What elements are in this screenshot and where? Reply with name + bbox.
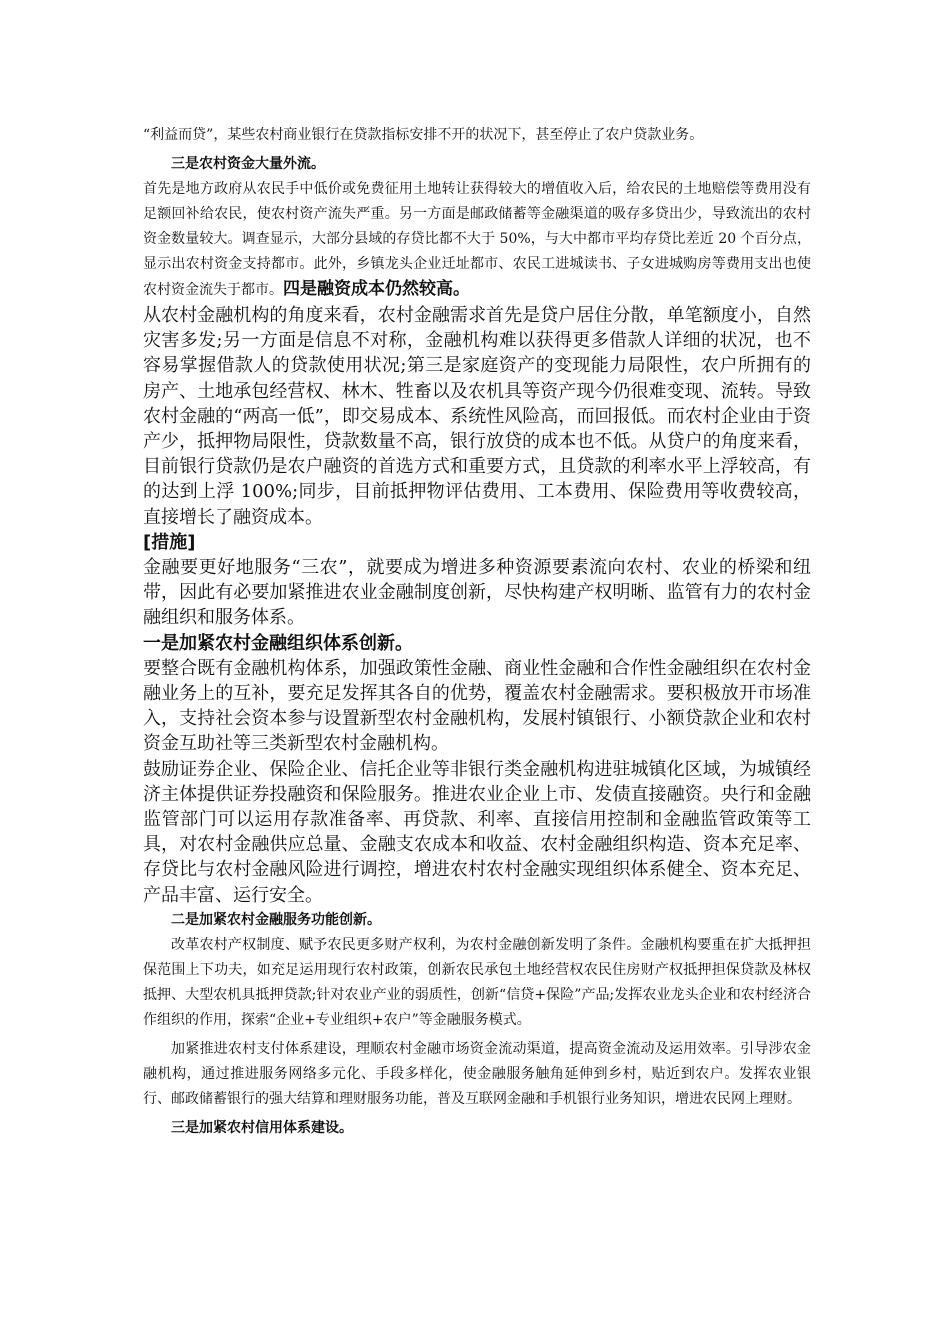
paragraph-nonbank-institutions: 鼓励证券企业、保险企业、信托企业等非银行类金融机构进驻城镇化区域，为城镇经济主体提供证券投融资和保险服务。推进农业企业上市、发债直接融资。央行和金融监管部门可以运用存款准备率、再贷款、利率、直接信用控制和金融监管政策等工具，对农村金融供应总量、金融支农成本和收益、农村金融组织构造、资本充足率、存贷比与农村金融风险进行调控，增进农村农村金融实现组织体系健全、资本充足、产品丰富、运行安全。: [143, 758, 811, 906]
heading-capital-outflow: 三是农村资金大量外流。: [171, 156, 325, 172]
paragraph-financing-cost: 从农村金融机构的角度来看，农村金融需求首先是贷户居住分散，单笔额度小，自然灾害多发;另一方面是信息不对称，金融机构难以获得更多借款人详细的状况，也不容易掌握借款人的贷款使用状况;第三是家庭资产的变现能力局限性，农户所拥有的房产、土地承包经营权、林木、牲畜以及农机具等资产现今仍很难变现、流转。导致农村金融的“两高一低”，即交易成本、系统性风险高，而回报低。而农村企业由于资产少，抵押物局限性，贷款数量不高，银行放贷的成本也不低。从贷户的角度来看，目前银行贷款仍是农户融资的首选方式和重要方式，且贷款的利率水平上浮较高，有的达到上浮 100%;同步，目前抵押物评估费用、工本费用、保险费用等收费较高，直接增长了融资成本。: [143, 305, 811, 528]
heading-organization-innovation: 一是加紧农村金融组织体系创新。: [143, 632, 413, 654]
paragraph-property-reform: 改革农村产权制度、赋予农民更多财产权利，为农村金融创新发明了条件。金融机构要重在扩大抵押担保范围上下功夫，如充足运用现行农村政策，创新农民承包土地经营权农民住房财产权抵押担保贷款及林权抵押、大型农机具抵押贷款;针对农业产业的弱质性，创新“信贷+保险”产品;发挥农业龙头企业和农村经济合作组织的作用，探索“企业+专业组织+农户”等金融服务模式。: [143, 936, 811, 1028]
paragraph-capital-outflow: [143, 177, 811, 303]
paragraph-loan-stop: “利益而贷”，某些农村商业银行在贷款指标安排不开的状况下，甚至停止了农户贷款业务。: [143, 127, 704, 143]
paragraph-organization-system: 要整合既有金融机构体系，加强政策性金融、商业性金融和合作性金融组织在农村金融业务上的互补，要充足发挥其各自的优势，覆盖农村金融需求。要积极放开市场准入，支持社会资本参与设置新型农村金融机构，发展村镇银行、小额贷款企业和农村资金互助社等三类新型农村金融机构。: [143, 657, 811, 755]
heading-service-innovation: 二是加紧农村金融服务功能创新。: [171, 911, 381, 928]
heading-financing-cost: 四是融资成本仍然较高。: [283, 279, 470, 299]
paragraph-measures-intro: 金融要更好地服务“三农”，就要成为增进多种资源要素流向农村、农业的桥梁和纽带，因此有必要加紧推进农业金融制度创新，尽快构建产权明晰、监管有力的农村金融组织和服务体系。: [143, 557, 811, 629]
paragraph-payment-system: 加紧推进农村支付体系建设，理顺农村金融市场资金流动渠道，提高资金流动及运用效率。引导涉农金融机构，通过推进服务网络多元化、手段多样化，使金融服务触角延伸到乡村，贴近到农户。发挥农业银行、邮政储蓄银行的强大结算和理财服务功能，普及互联网金融和手机银行业务知识，增进农民网上理财。: [143, 1040, 811, 1107]
paragraph-capital-outflow-text: 首先是地方政府从农民手中低价或免费征用土地转让获得较大的增值收入后，给农民的土地赔偿等费用没有足额回补给农民，使农村资产流失严重。另一方面是邮政储蓄等金融渠道的吸存多贷出少，导致流出的农村资金数量较大。调查显示，大部分县域的存贷比都不大于 50%，与大中都市平均存贷比差近 20 个百分点，显示出农村资金支持都市。此外，乡镇龙头企业迁址都市、农民工进城读书、子女进城购房等费用支出也使农村资金流失于都市。: [143, 181, 811, 298]
heading-credit-system: 三是加紧农村信用体系建设。: [171, 1119, 353, 1136]
document-body: [143, 123, 811, 1141]
heading-measures: [措施]: [143, 531, 196, 553]
